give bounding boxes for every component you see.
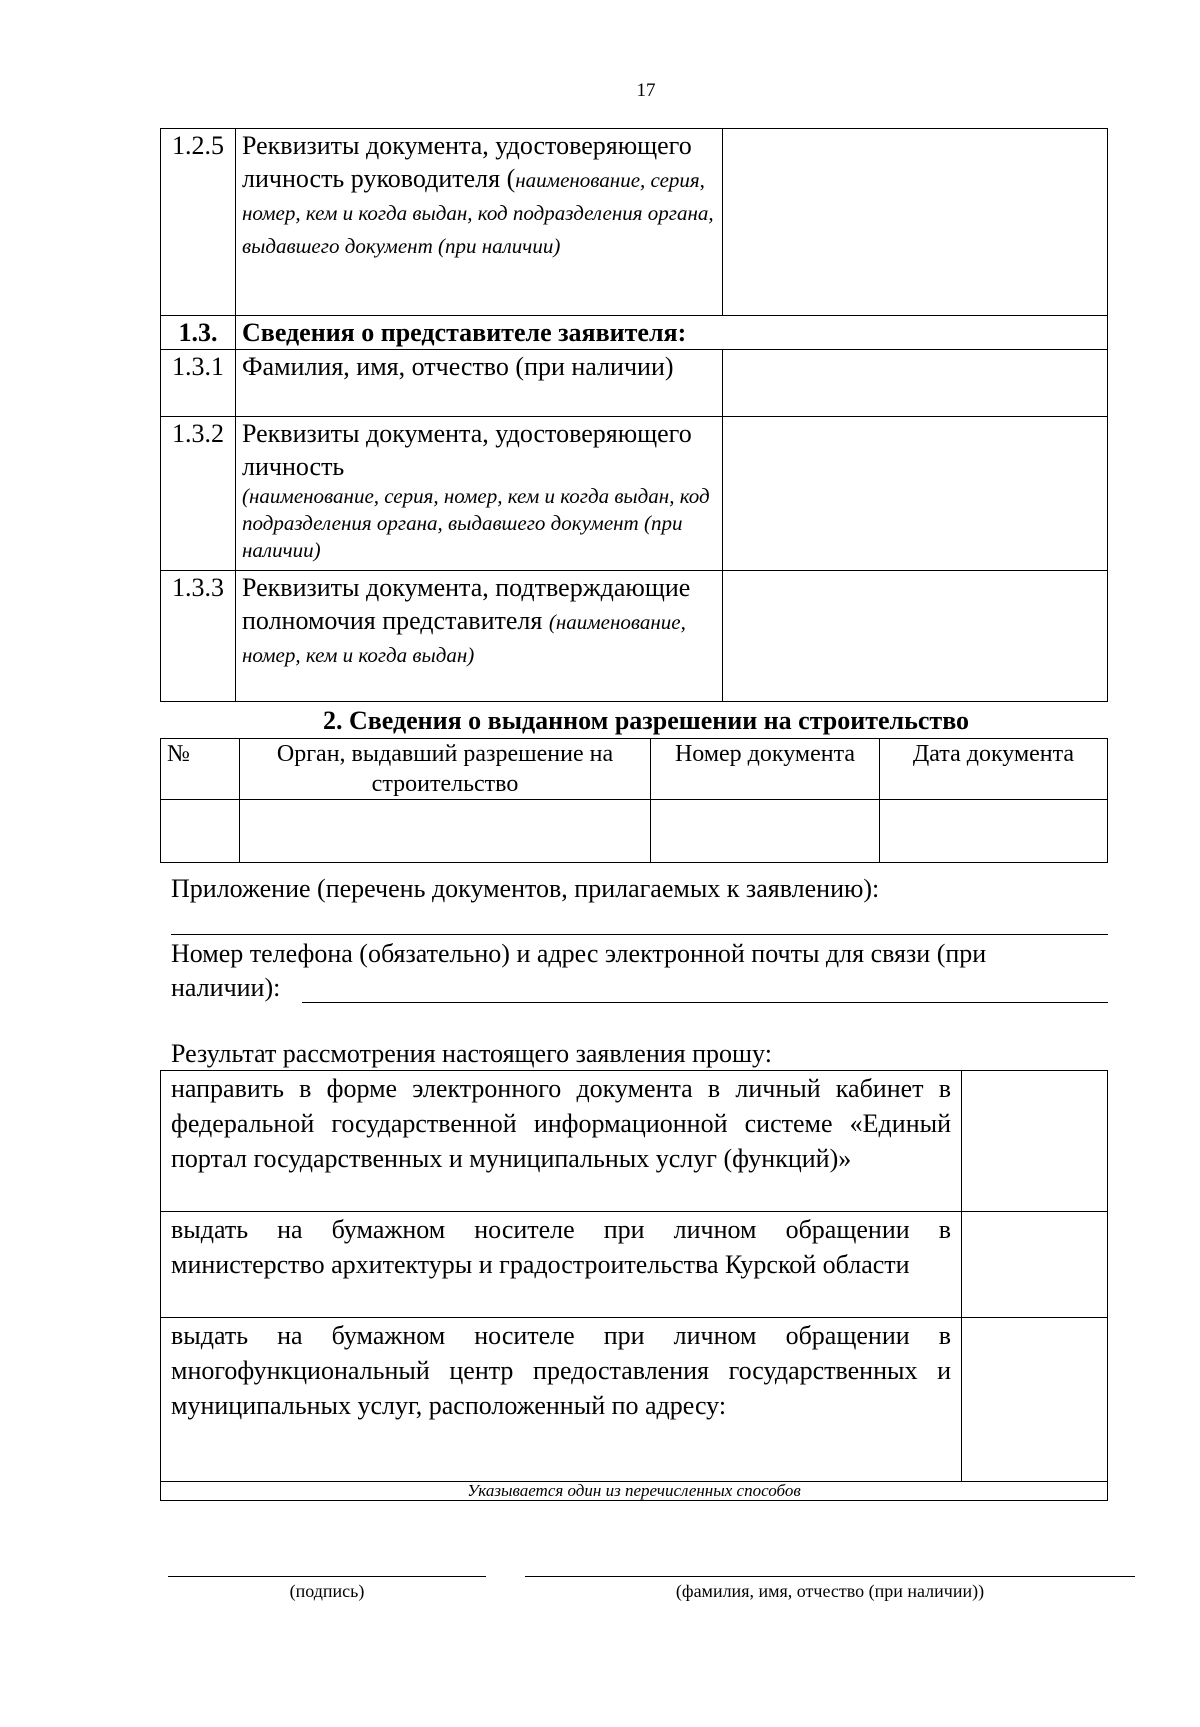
row-label: Реквизиты документа, удостоверяющего личность руководителя (наименование, серия, номер, кем и когда выдан, код подразделения органа, выдавшего документ (при наличии) xyxy=(236,129,723,316)
option-ministry-text: выдать на бумажном носителе при личном обращении в министерство архитектуры и градостроительства Курской области xyxy=(161,1212,962,1318)
column-header-doc-number: Номер документа xyxy=(651,739,880,800)
name-field[interactable] xyxy=(525,1556,1135,1577)
doc-number-cell[interactable] xyxy=(651,800,880,863)
option-epgu-text: направить в форме электронного документа в личный кабинет в федеральной государственной информационной системе «Единый портал государственных и муниципальных услуг (функций)» xyxy=(161,1071,962,1212)
value-cell[interactable] xyxy=(723,350,1108,417)
column-header-number: № xyxy=(161,739,240,800)
permit-table xyxy=(160,738,1108,863)
option-ministry-checkbox[interactable] xyxy=(962,1212,1108,1318)
option-note-row xyxy=(161,1482,1108,1501)
attachment-label: Приложение (перечень документов, прилагаемых к заявлению): xyxy=(171,874,880,903)
phone-email-label-line2: наличии): xyxy=(171,973,281,1002)
option-mfc-text: выдать на бумажном носителе при личном обращении в многофункциональный центр предоставления государственных и муниципальных услуг, расположенный по адресу: xyxy=(161,1318,962,1482)
signature-field[interactable] xyxy=(168,1556,486,1577)
row-number: 1.3.2 xyxy=(161,417,236,571)
row-label: Реквизиты документа, подтверждающие полномочия представителя (наименование, номер, кем и когда выдан) xyxy=(236,571,723,702)
table-header-row xyxy=(161,739,1108,800)
table-row xyxy=(161,350,1108,417)
options-note: Указывается один из перечисленных способов xyxy=(161,1482,1108,1501)
delivery-options-table xyxy=(160,1070,1108,1501)
row-label: Фамилия, имя, отчество (при наличии) xyxy=(236,350,723,417)
option-epgu-checkbox[interactable] xyxy=(962,1071,1108,1212)
number-cell[interactable] xyxy=(161,800,240,863)
value-cell[interactable] xyxy=(723,129,1108,316)
table-row xyxy=(161,417,1108,571)
value-cell[interactable] xyxy=(723,417,1108,571)
table-row xyxy=(161,129,1108,316)
value-cell[interactable] xyxy=(723,571,1108,702)
option-row xyxy=(161,1212,1108,1318)
result-label: Результат рассмотрения настоящего заявления прошу: xyxy=(171,1039,772,1068)
column-header-doc-date: Дата документа xyxy=(880,739,1108,800)
row-number: 1.2.5 xyxy=(161,129,236,316)
signature-caption: (подпись) xyxy=(289,1581,365,1601)
authority-cell[interactable] xyxy=(240,800,651,863)
table-row xyxy=(161,800,1108,863)
column-header-authority: Орган, выдавший разрешение на строительство xyxy=(240,739,651,800)
table-row xyxy=(161,316,1108,350)
row-label-hint: наименование, серия, номер, кем и когда выдан, код подразделения органа, выдавшего документ (при наличии) xyxy=(242,168,714,258)
row-number: 1.3.1 xyxy=(161,350,236,417)
doc-date-cell[interactable] xyxy=(880,800,1108,863)
attachment-field[interactable] xyxy=(171,902,1108,935)
option-row xyxy=(161,1071,1108,1212)
section-heading: Сведения о представителе заявителя: xyxy=(236,316,1108,350)
option-row xyxy=(161,1318,1108,1482)
row-label-hint: (наименование, серия, номер, кем и когда выдан, код подразделения органа, выдавшего документ (при наличии) xyxy=(242,484,710,562)
name-caption: (фамилия, имя, отчество (при наличии)) xyxy=(675,1581,985,1601)
option-mfc-checkbox[interactable] xyxy=(962,1318,1108,1482)
page-number: 17 xyxy=(636,80,656,101)
table-row xyxy=(161,571,1108,702)
row-label: Реквизиты документа, удостоверяющего личность (наименование, серия, номер, кем и когда выдан, код подразделения органа, выдавшего документ (при наличии) xyxy=(236,417,723,571)
applicant-details-table xyxy=(160,128,1108,702)
phone-email-field[interactable] xyxy=(302,970,1108,1003)
section-2-title: 2. Сведения о выданном разрешении на строительство xyxy=(322,706,970,735)
row-label-hint: (наименование, номер, кем и когда выдан) xyxy=(242,610,686,667)
row-number: 1.3.3 xyxy=(161,571,236,702)
phone-email-label-line1: Номер телефона (обязательно) и адрес электронной почты для связи (при xyxy=(171,939,987,968)
section-number: 1.3. xyxy=(161,316,236,350)
